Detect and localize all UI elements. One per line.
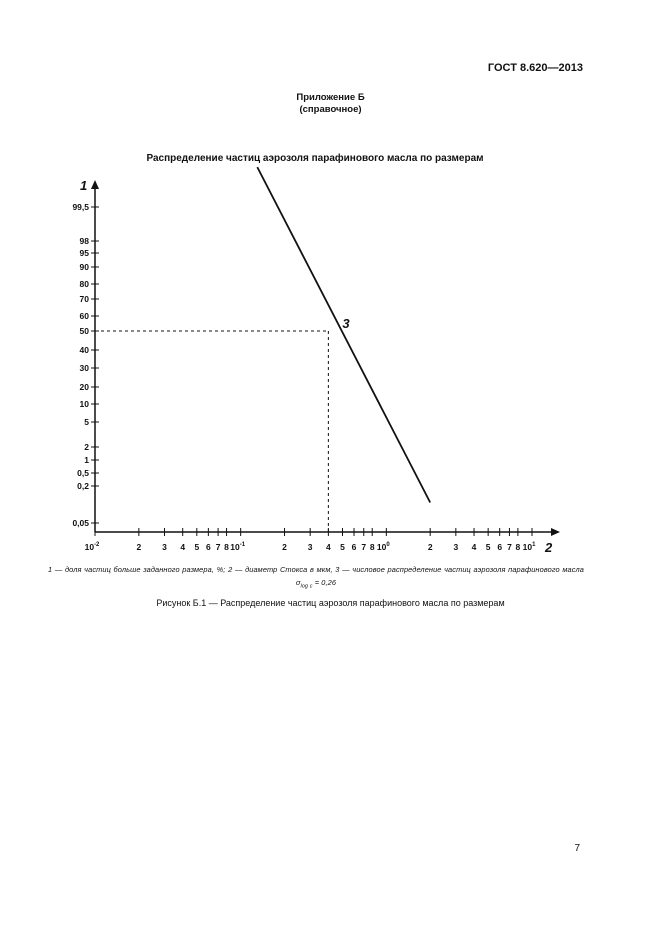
x-tick-label: 8	[515, 542, 521, 552]
y-tick-label: 70	[79, 294, 89, 304]
y-tick-label: 5	[84, 417, 89, 427]
x-tick-label: $10^{-1}$	[230, 542, 246, 552]
y-tick-label: 95	[79, 248, 89, 258]
x-tick-label: 3	[453, 542, 459, 552]
caption-text-3-end: = 0,26	[312, 578, 337, 587]
y-tick-label: 0,05	[72, 518, 89, 528]
y-tick-label: 80	[79, 279, 89, 289]
series-group	[257, 167, 430, 502]
caption-num-3: 3	[335, 565, 340, 574]
y-tick-label: 60	[79, 311, 89, 321]
y-tick-label: 10	[79, 399, 89, 409]
x-tick-label: 4	[180, 542, 186, 552]
x-tick-label: 6	[497, 542, 503, 552]
y-tick-label: 30	[79, 363, 89, 373]
series-label: 3	[342, 316, 350, 331]
x-tick-label: 4	[471, 542, 477, 552]
x-tick-exponent: 1	[532, 542, 536, 548]
x-tick-label: 7	[507, 542, 512, 552]
chart-title: Распределение частиц аэрозоля парафинового масла по размерам	[146, 153, 484, 164]
x-tick-exponent: -2	[94, 542, 100, 548]
appendix-title: Приложение Б	[296, 92, 365, 103]
appendix-subtitle: (справочное)	[299, 104, 362, 115]
x-tick-label: 5	[340, 542, 345, 552]
y-tick-label: 40	[79, 345, 89, 355]
x-tick-exponent: 0	[386, 542, 390, 548]
y-tick-label: 0,5	[77, 468, 89, 478]
y-tick-label: 0,2	[77, 481, 89, 491]
y-axis-arrow	[91, 180, 99, 189]
y-axis-name: 1	[80, 178, 88, 193]
y-tick-label: 50	[79, 326, 89, 336]
x-tick-label: 3	[162, 542, 167, 552]
x-axis-arrow	[551, 528, 560, 536]
distribution-line	[257, 167, 430, 502]
x-tick-label: 2	[136, 542, 142, 552]
caption-num-2: 2	[228, 565, 233, 574]
chart-axes	[80, 178, 560, 555]
x-tick-label: 8	[369, 542, 375, 552]
x-axis-name: 2	[545, 540, 553, 555]
y-tick-label: 90	[79, 262, 89, 272]
caption-text-1: — доля частиц больше заданного размера, %;	[52, 565, 229, 574]
x-tick-label: $10^{-2}$	[84, 542, 100, 552]
caption-text-3: — числовое распределение частиц аэрозоля парафинового масла σ	[295, 565, 584, 587]
caption-num-1: 1	[48, 565, 53, 574]
x-tick-label: 5	[194, 542, 200, 552]
caption-text-2: — диаметр Стокса в мкм,	[232, 565, 336, 574]
x-tick-label: 8	[224, 542, 229, 552]
page-number: 7	[574, 843, 580, 854]
x-tick-label: $10^1$	[522, 542, 536, 552]
x-tick-label: 6	[351, 542, 357, 552]
y-tick-label: 99,5	[72, 202, 89, 212]
median-marker	[95, 316, 350, 532]
x-tick-label: 7	[215, 542, 221, 552]
caption-sigma-subscript: log c	[300, 583, 313, 590]
x-tick-label: 2	[282, 542, 287, 552]
y-tick-label: 98	[79, 236, 89, 246]
y-tick-label: 20	[79, 382, 89, 392]
figure-caption	[48, 563, 584, 593]
x-tick-label: 4	[325, 542, 331, 552]
x-tick-label: 2	[427, 542, 433, 552]
y-tick-label: 2	[84, 442, 89, 452]
figure-label: Рисунок Б.1 — Распределение частиц аэрозоля парафинового масла по размерам	[156, 598, 505, 608]
standard-number: ГОСТ 8.620—2013	[487, 62, 583, 74]
x-tick-label: 6	[205, 542, 211, 552]
x-tick-label: 7	[361, 542, 367, 552]
x-tick-label: $10^0$	[376, 542, 390, 552]
x-tick-exponent: -1	[239, 542, 246, 548]
y-tick-label: 1	[84, 455, 89, 465]
x-tick-label: 3	[307, 542, 313, 552]
x-tick-label: 5	[485, 542, 491, 552]
